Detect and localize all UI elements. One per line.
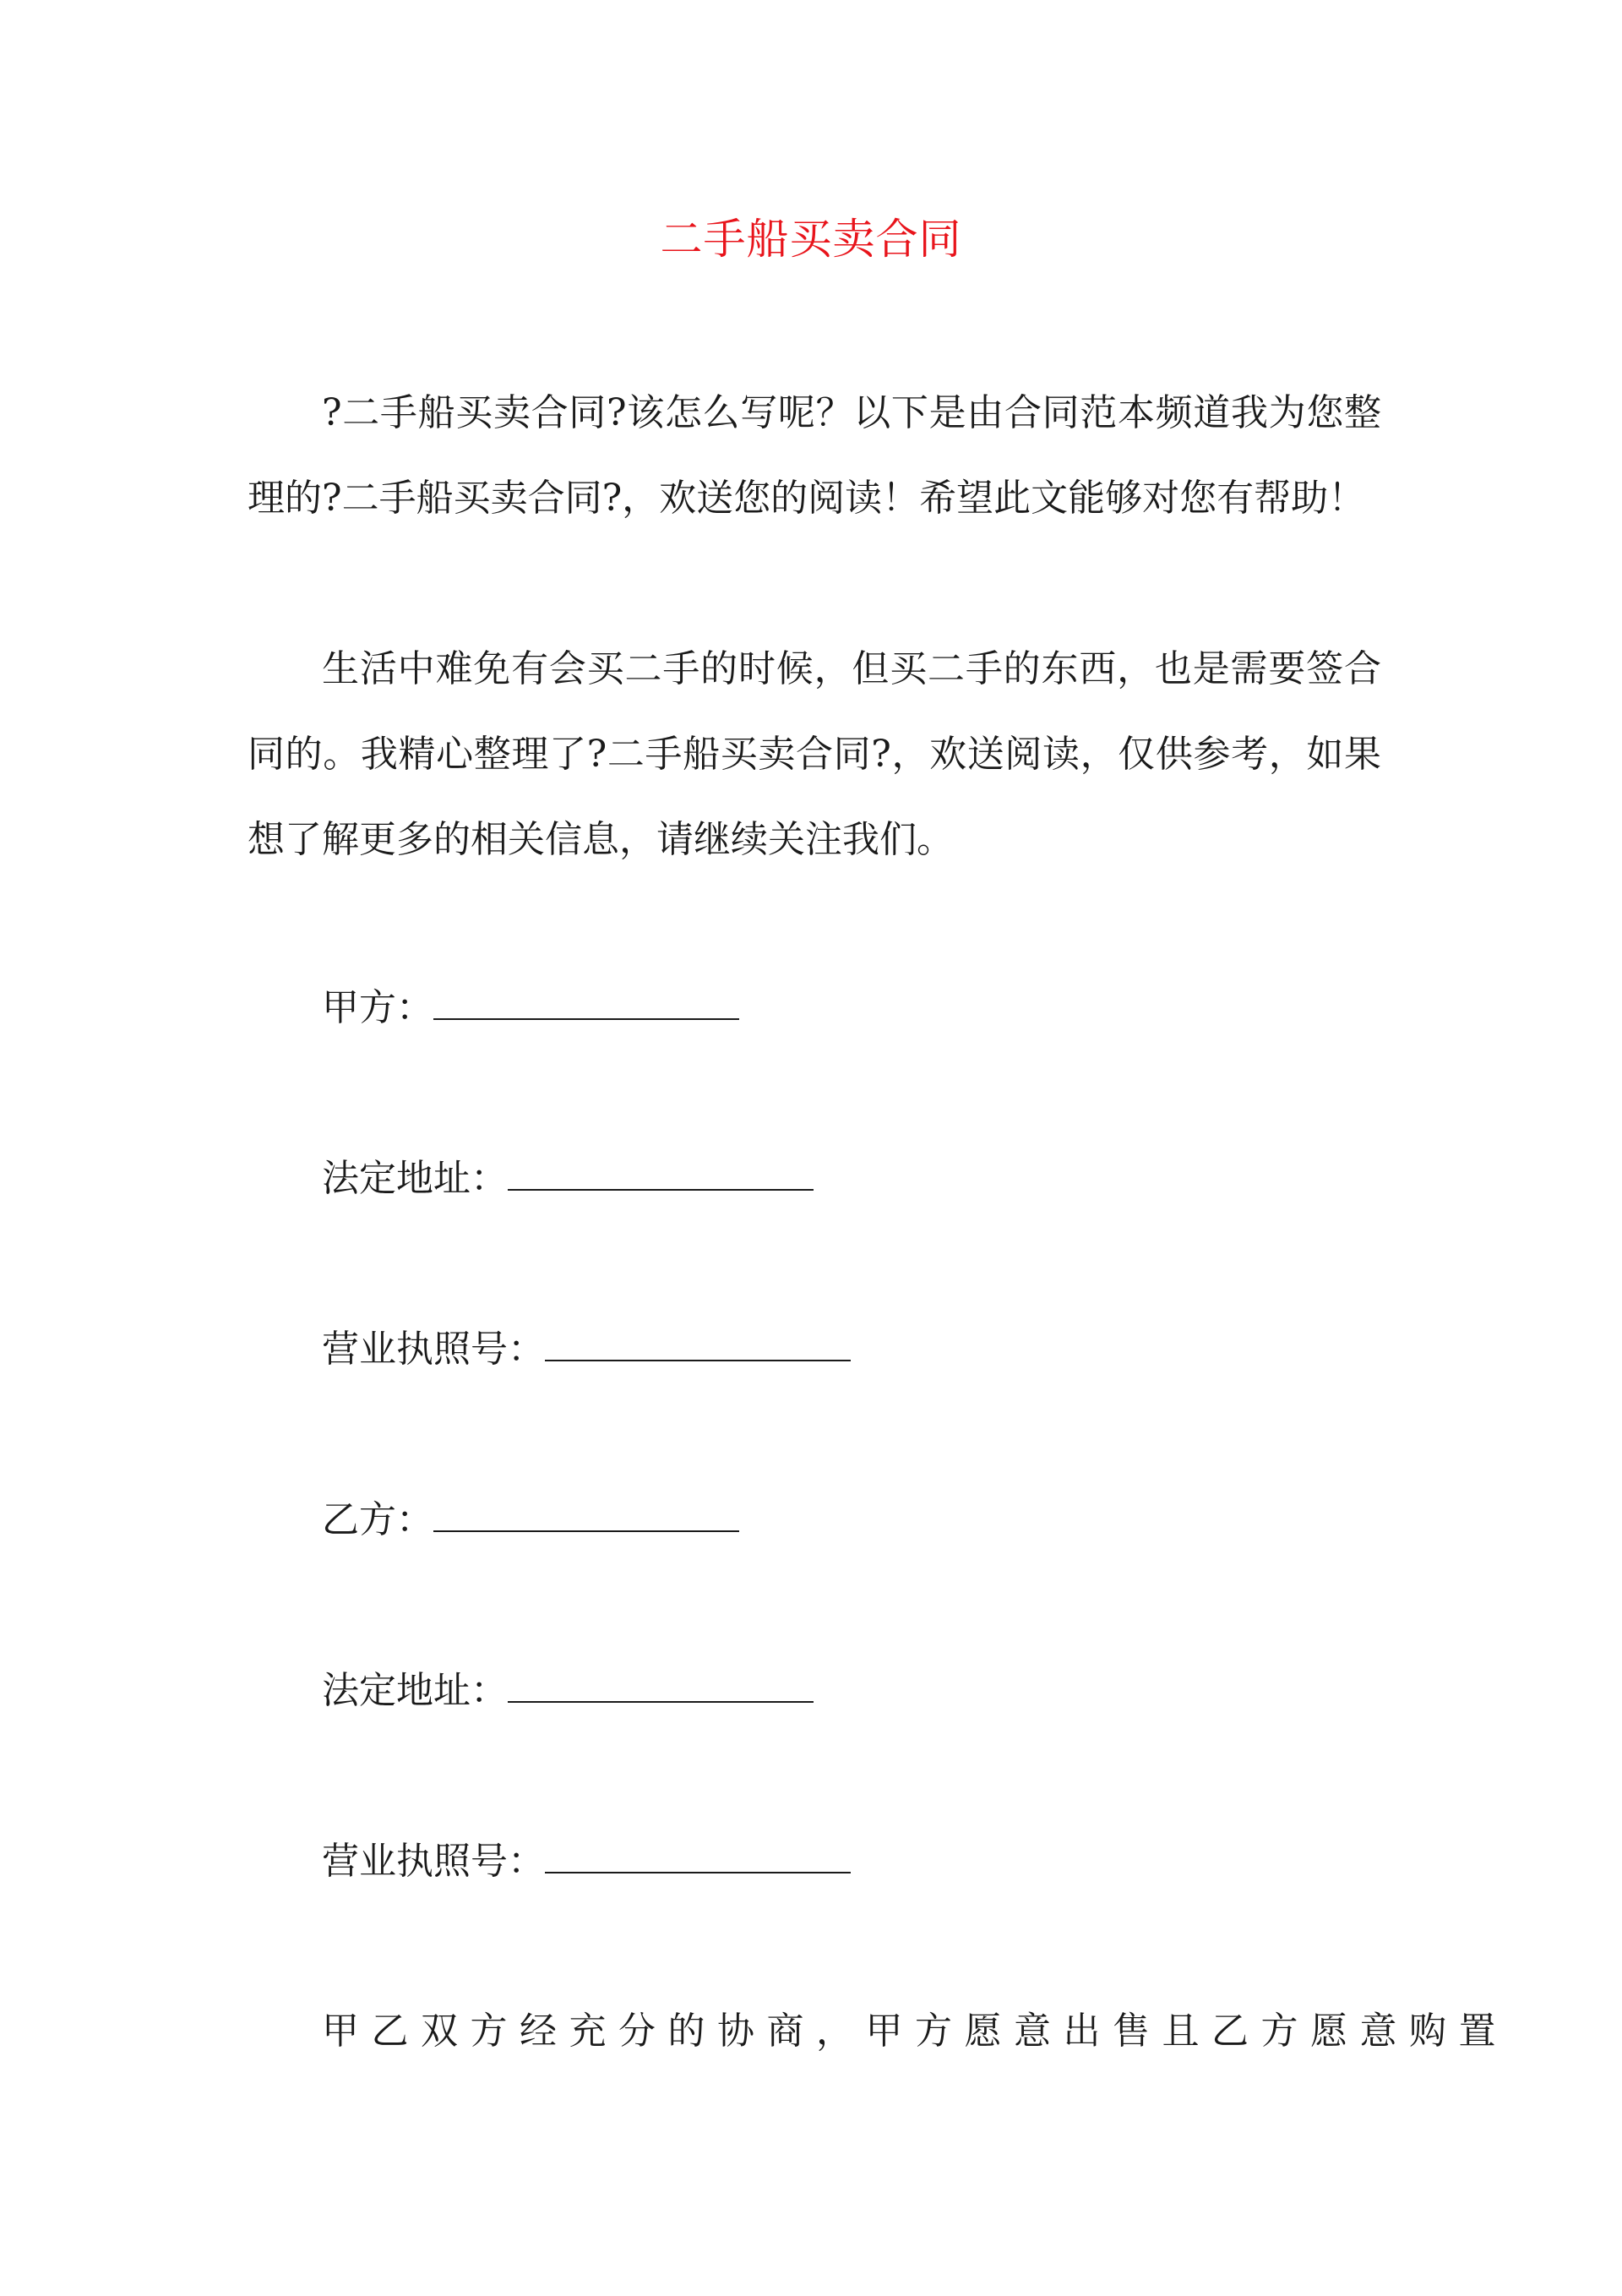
fill-in-blank bbox=[433, 1497, 739, 1532]
intro-paragraph: ?二手船买卖合同?该怎么写呢？以下是由合同范本频道我为您整理的?二手船买卖合同?，欢送您的阅读！希望此文能够对您有帮助！ bbox=[248, 391, 1381, 520]
party-a-field bbox=[322, 983, 739, 1033]
fill-in-blank bbox=[545, 1838, 851, 1873]
fill-in-blank bbox=[508, 1667, 814, 1703]
fill-in-blank bbox=[433, 984, 739, 1020]
party-b-license-field bbox=[322, 1836, 851, 1887]
party-a-address-field bbox=[322, 1153, 814, 1204]
field-label: 乙方： bbox=[322, 1498, 433, 1541]
party-a-license-field bbox=[322, 1324, 851, 1375]
fill-in-blank bbox=[508, 1155, 814, 1191]
party-b-field bbox=[322, 1495, 739, 1546]
field-label: 法定地址： bbox=[322, 1669, 508, 1712]
fill-in-blank bbox=[545, 1326, 851, 1361]
document-title: 二手船买卖合同 bbox=[660, 215, 962, 264]
field-label: 甲方： bbox=[322, 986, 433, 1029]
agreement-paragraph: 甲乙双方经充分的协商，甲方愿意出售且乙方愿意购置 bbox=[322, 2010, 1508, 2053]
field-label: 营业执照号： bbox=[322, 1840, 545, 1883]
field-label: 营业执照号： bbox=[322, 1328, 545, 1371]
party-b-address-field bbox=[322, 1666, 814, 1716]
field-label: 法定地址： bbox=[322, 1157, 508, 1200]
intro-paragraph: 生活中难免有会买二手的时候，但买二手的东西，也是需要签合同的。我精心整理了?二手船买卖合同?，欢送阅读，仅供参考，如果想了解更多的相关信息，请继续关注我们。 bbox=[248, 647, 1381, 861]
